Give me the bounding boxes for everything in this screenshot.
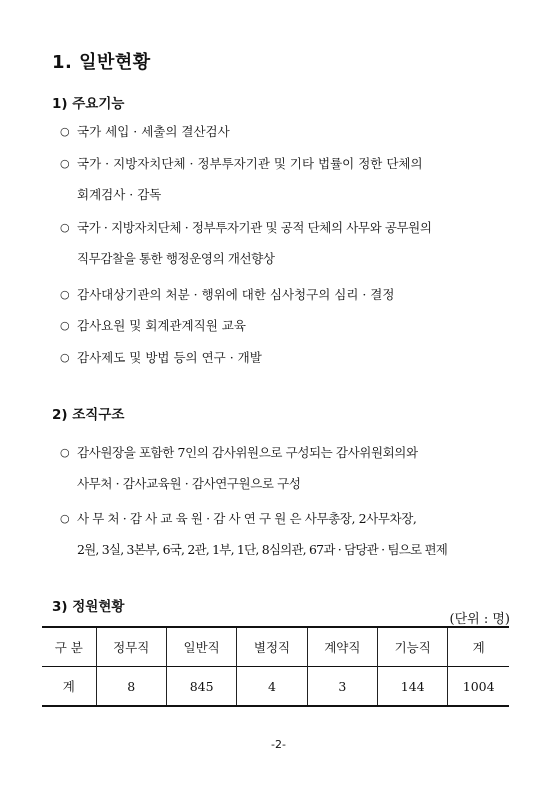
functions-item-4 [60, 284, 520, 306]
table-header-cell: 기능직 [378, 627, 448, 667]
table-header-cell: 일반직 [166, 627, 236, 667]
functions-item-continuation: 직무감찰을 통한 행정운영의 개선향상 [77, 251, 275, 266]
staffing-table [42, 626, 509, 707]
page-number: -2- [271, 738, 286, 751]
functions-item-text: 감사제도 및 방법 등의 연구 · 개발 [77, 350, 262, 365]
functions-item-3 [60, 217, 520, 270]
table-cell: 8 [96, 667, 166, 707]
circle-bullet-icon: ○ [60, 512, 70, 525]
table-cell: 144 [378, 667, 448, 707]
table-cell: 4 [237, 667, 307, 707]
circle-bullet-icon: ○ [60, 446, 70, 459]
organization-item-continuation: 사무처 · 감사교육원 · 감사연구원으로 구성 [77, 476, 301, 491]
functions-item-text: 감사요원 및 회계관계직원 교육 [77, 318, 246, 333]
functions-item-6 [60, 347, 520, 369]
functions-item-text: 국가 · 지방자치단체 · 정부투자기관 및 기타 법률이 정한 단체의 [77, 156, 423, 171]
table-header-cell: 정무직 [96, 627, 166, 667]
circle-bullet-icon: ○ [60, 157, 70, 170]
table-cell: 1004 [448, 667, 509, 707]
table-header-cell: 계 [448, 627, 509, 667]
functions-item-2 [60, 153, 520, 206]
functions-item-continuation: 회계검사 · 감독 [77, 187, 162, 202]
circle-bullet-icon: ○ [60, 288, 70, 301]
functions-item-text: 감사대상기관의 처분 · 행위에 대한 심사청구의 심리 · 결정 [77, 287, 395, 302]
functions-item-text: 국가 · 지방자치단체 · 정부투자기관 및 공적 단체의 사무와 공무원의 [77, 220, 432, 235]
functions-item-text: 국가 세입 · 세출의 결산검사 [77, 124, 230, 139]
organization-item-continuation: 2원, 3실, 3본부, 6국, 2관, 1부, 1단, 8심의관, 67과 · 담당관 · 팀으로 편제 [77, 542, 448, 557]
table-header-cell: 별정직 [237, 627, 307, 667]
table-header-cell: 구 분 [54, 640, 83, 655]
organization-item-text: 감사원장을 포함한 7인의 감사위원으로 구성되는 감사위원회의와 [77, 445, 418, 460]
table-header-cell: 계약직 [307, 627, 377, 667]
page-title: 1. 일반현황 [52, 52, 151, 73]
circle-bullet-icon: ○ [60, 125, 70, 138]
table-row [42, 667, 509, 707]
organization-item-text: 사 무 처 · 감 사 교 육 원 · 감 사 연 구 원 은 사무총장, 2사무차장, [77, 511, 417, 526]
section-heading-staffing: 3) 정원현황 [52, 599, 125, 615]
table-cell: 845 [166, 667, 236, 707]
unit-note: (단위 : 명) [449, 612, 510, 627]
table-header-row [42, 627, 509, 667]
table-cell: 계 [62, 679, 75, 694]
section-heading-organization: 2) 조직구조 [52, 407, 125, 423]
organization-item-2 [60, 508, 520, 561]
circle-bullet-icon: ○ [60, 351, 70, 364]
section-heading-functions: 1) 주요기능 [52, 96, 125, 112]
table-cell: 3 [307, 667, 377, 707]
organization-item-1 [60, 442, 520, 495]
functions-item-1 [60, 121, 520, 143]
functions-item-5 [60, 315, 520, 337]
circle-bullet-icon: ○ [60, 221, 70, 234]
circle-bullet-icon: ○ [60, 319, 70, 332]
